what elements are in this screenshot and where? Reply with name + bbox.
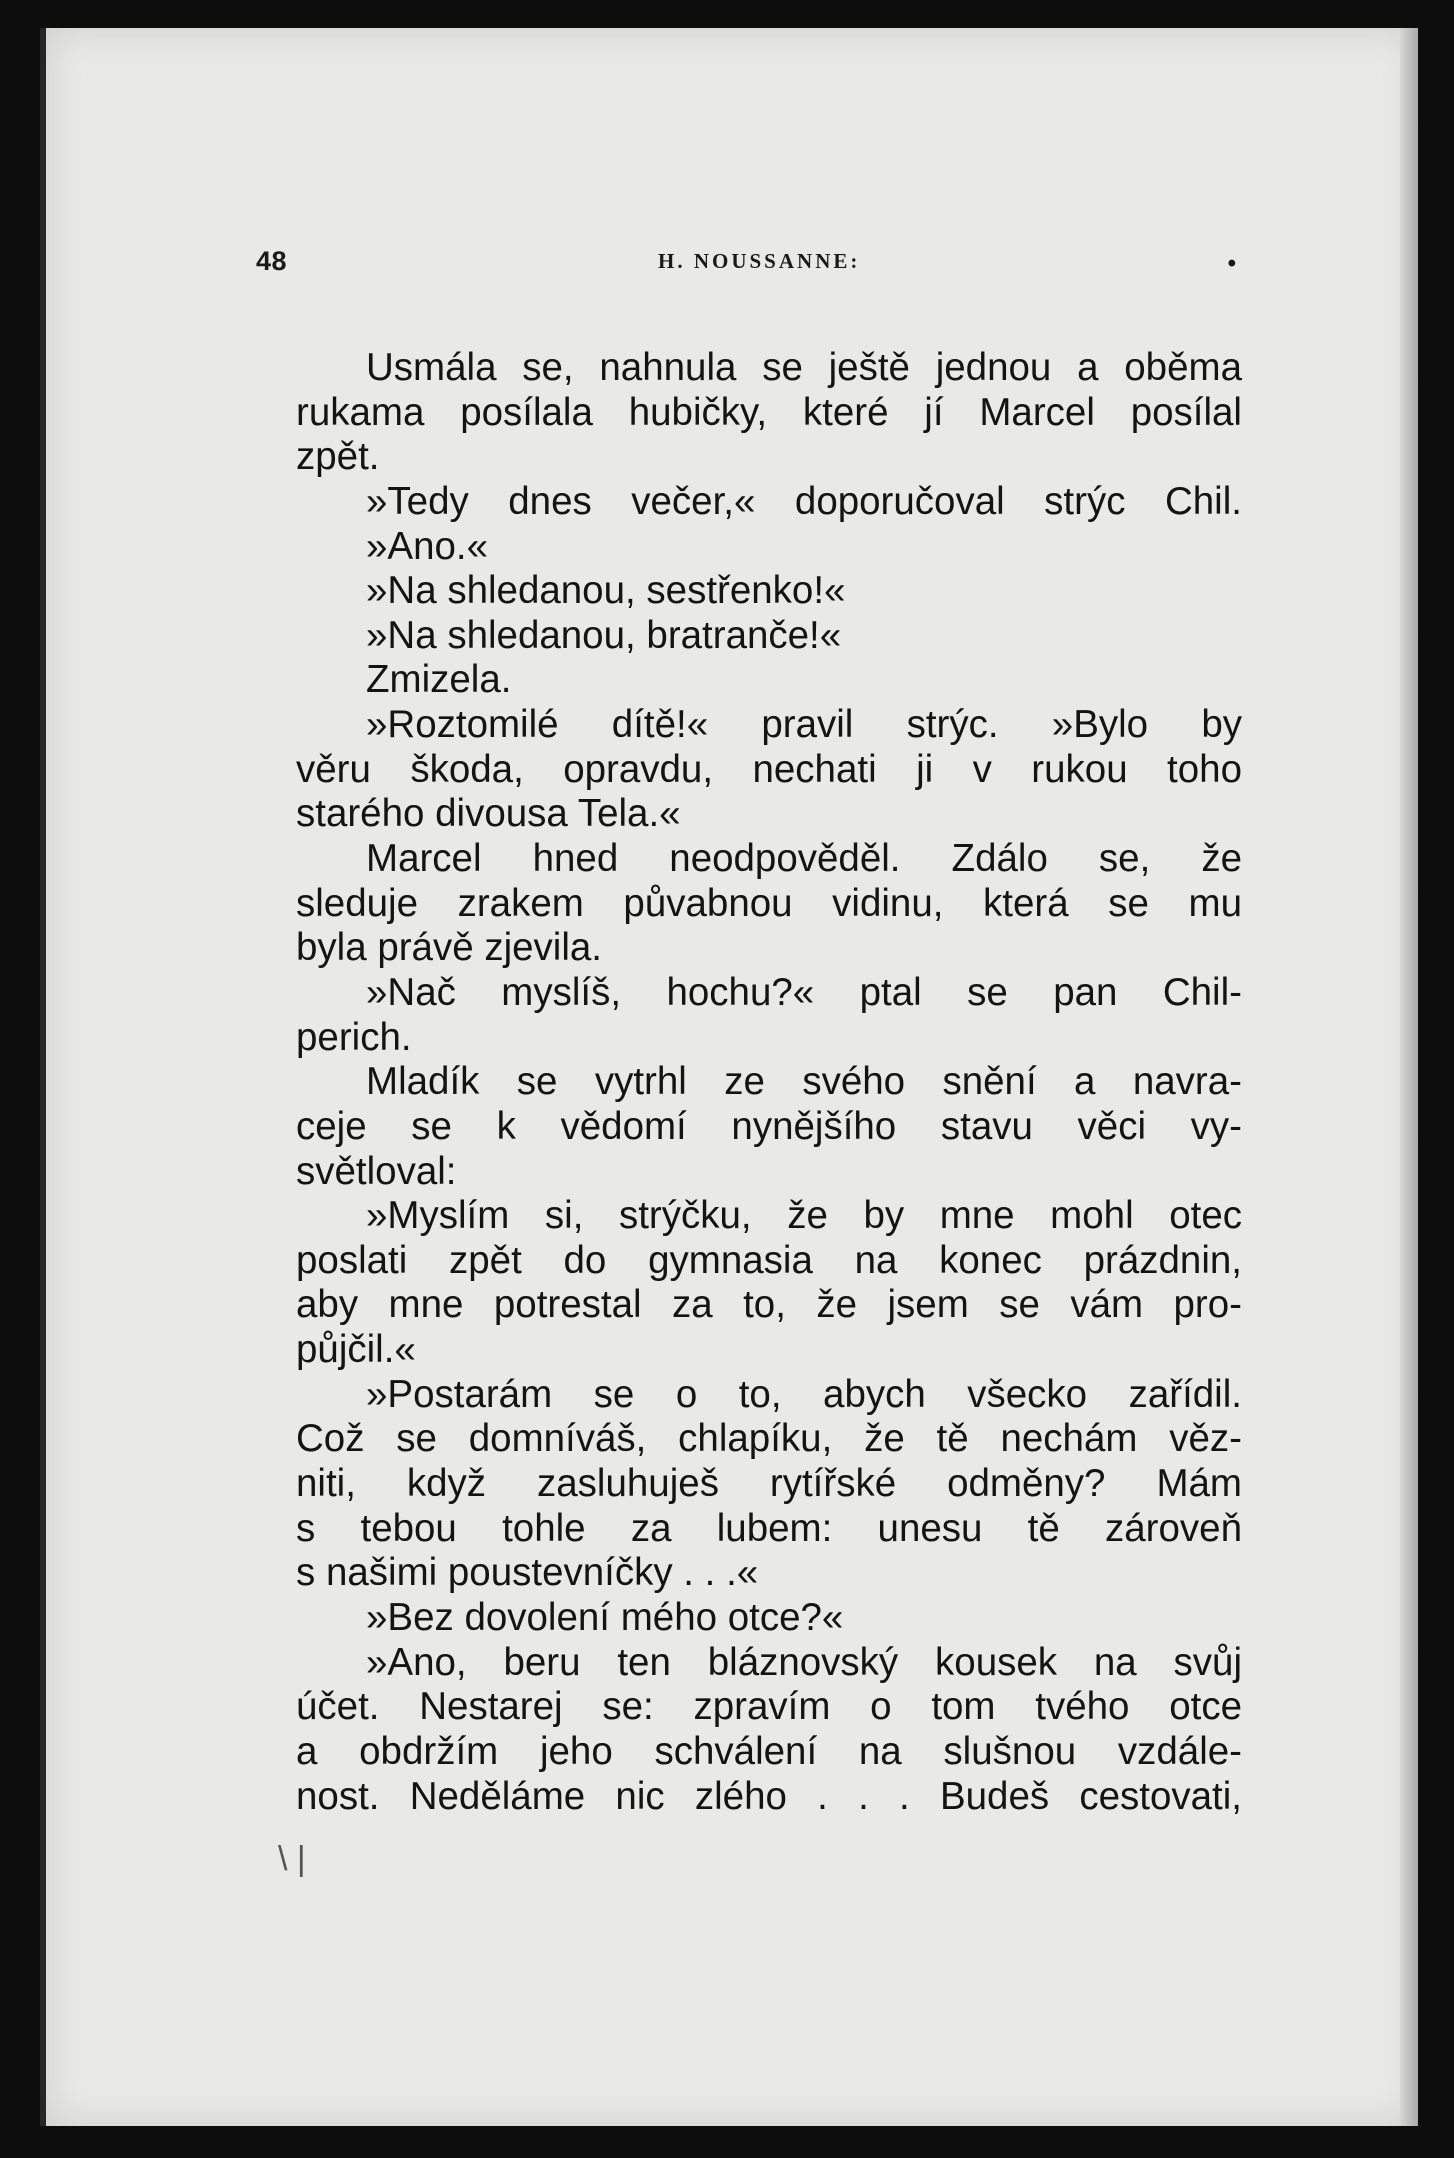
text-line: Mladík se vytrhl ze svého snění a navra- <box>366 1060 1242 1104</box>
text-line: Usmála se, nahnula se ještě jednou a oběma <box>366 346 1242 389</box>
text-line: »Na shledanou, bratranče!« <box>366 613 842 657</box>
page-number: 48 <box>256 246 288 276</box>
page-header <box>256 246 1246 290</box>
text-line: nost. Neděláme nic zlého . . . Budeš cestovati, <box>296 1774 1242 1818</box>
text-line: byla právě zjevila. <box>296 926 603 970</box>
corner-mark: • <box>1227 250 1236 277</box>
text-line: »Ano, beru ten bláznovský kousek na svůj <box>366 1640 1242 1684</box>
text-line: věru škoda, opravdu, nechati ji v rukou toho <box>296 747 1242 791</box>
text-line: půjčil.« <box>296 1328 416 1372</box>
text-line: »Myslím si, strýčku, že by mne mohl otec <box>366 1194 1242 1238</box>
text-line: »Ano.« <box>366 524 489 568</box>
text-line: Což se domníváš, chlapíku, že tě nechám věz- <box>296 1417 1242 1461</box>
text-line: rukama posílala hubičky, které jí Marcel posílal <box>296 390 1242 434</box>
text-line: s tebou tohle za lubem: unesu tě zároveň <box>296 1506 1242 1550</box>
text-line: s našimi poustevníčky . . .« <box>296 1551 759 1595</box>
text-line: »Roztomilé dítě!« pravil strýc. »Bylo by <box>366 703 1242 747</box>
text-line: světloval: <box>296 1149 457 1193</box>
text-line: perich. <box>296 1015 412 1059</box>
text-line: poslati zpět do gymnasia na konec prázdnin, <box>296 1238 1242 1282</box>
text-line: účet. Nestarej se: zpravím o tom tvého otce <box>296 1685 1242 1729</box>
page-edge-shadow <box>1400 28 1418 2126</box>
text-line: sleduje zrakem půvabnou vidinu, která se mu <box>296 881 1242 925</box>
text-line: »Bez dovolení mého otce?« <box>366 1595 844 1639</box>
text-line: Marcel hned neodpověděl. Zdálo se, že <box>366 837 1242 881</box>
text-line: niti, když zasluhuješ rytířské odměny? Mám <box>296 1462 1242 1506</box>
text-line: a obdržím jeho schválení na slušnou vzdále- <box>296 1729 1242 1773</box>
text-line: »Tedy dnes večer,« doporučoval strýc Chil. <box>366 479 1242 523</box>
text-line: aby mne potrestal za to, že jsem se vám pro- <box>296 1283 1242 1327</box>
text-line: »Nač myslíš, hochu?« ptal se pan Chil- <box>366 970 1242 1014</box>
body-text <box>296 346 1242 1819</box>
text-line: Zmizela. <box>366 658 512 702</box>
running-head: H. NOUSSANNE: <box>658 249 861 273</box>
text-line: zpět. <box>296 435 380 479</box>
text-line: »Na shledanou, sestřenko!« <box>366 569 846 613</box>
text-line: ceje se k vědomí nynějšího stavu věci vy- <box>296 1104 1242 1148</box>
margin-mark: \ | <box>278 1840 306 1878</box>
text-line: starého divousa Tela.« <box>296 792 681 836</box>
text-line: »Postarám se o to, abych všecko zařídil. <box>366 1372 1242 1416</box>
